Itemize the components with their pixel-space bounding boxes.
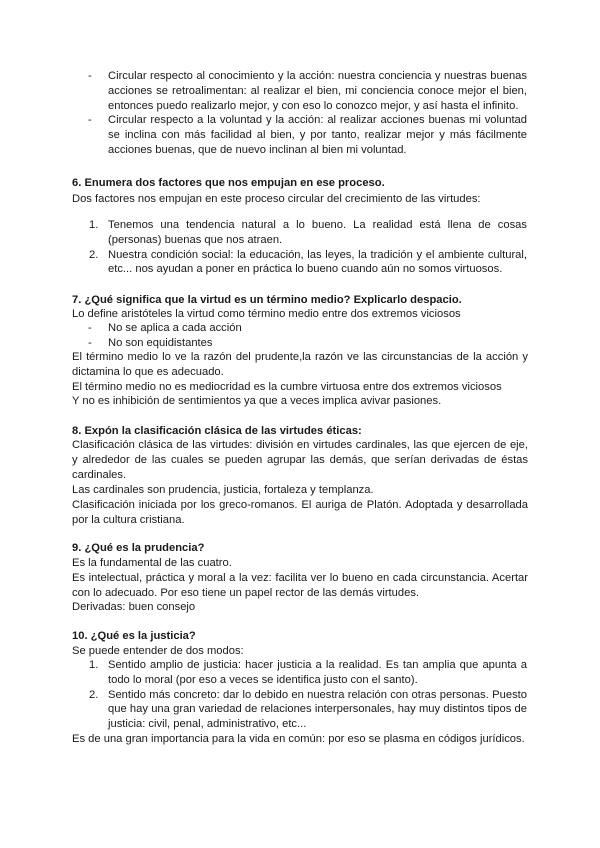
heading-q6: 6. Enumera dos factores que nos empujan en ese proceso. [72,177,385,189]
heading-q10: 10. ¿Qué es la justicia? [72,630,196,642]
heading-q9: 9. ¿Qué es la prudencia? [72,542,205,554]
list-item: - No se aplica a cada acción [88,322,242,334]
q9-paragraph-1: Es la fundamental de las cuatro. [72,557,232,569]
list-item: 1. Tenemos una tendencia natural a lo bueno. La realidad está llena de cosas (personas) buenas que nos atraen. [89,219,527,246]
q8-paragraph-1: Clasificación clásica de las virtudes: división en virtudes cardinales, las que ejercen de eje, y alrededor de las cuales se pueden agrupar las demás, que serían derivadas de éstas cardinales. [72,439,528,481]
list-item: - Circular respecto al conocimiento y la acción: nuestra conciencia y nuestras buenas acciones se retroalimentan: al realizar el bien, mi conciencia conoce mejor el bien, entonces puedo realizarlo mejor, y con eso lo conozco mejor, y así hasta el infinito. [88,70,527,112]
list-item: 1. Sentido amplio de justicia: hacer justicia a la realidad. Es tan amplia que apunta a todo lo moral (por eso a veces se identifica justo con el santo). [89,659,527,686]
q6-intro: Dos factores nos empujan en este proceso circular del crecimiento de las virtudes: [72,193,481,205]
q8-paragraph-3: Clasificación iniciada por los greco-romanos. El auriga de Platón. Adoptada y desarrollada por la cultura cristiana. [72,499,528,526]
list-item: - No son equidistantes [88,336,213,349]
intro-bullet-list [88,69,527,158]
q7-paragraph-2: El término medio no es mediocridad es la cumbre virtuosa entre dos extremos viciosos [72,381,502,393]
list-item: 2. Sentido más concreto: dar lo debido en nuestra relación con otras personas. Puesto que hay una gran variedad de relaciones interpersonales, hay muy distintos tipos de justicia: civil, penal, administrativo, etc... [89,688,527,731]
heading-q8: 8. Expón la clasificación clásica de las virtudes éticas: [72,425,362,437]
q10-closing: Es de una gran importancia para la vida en común: por eso se plasma en códigos jurídicos. [72,733,525,745]
q9-paragraph-3: Derivadas: buen consejo [72,601,196,613]
dash-bullet: - [88,336,92,349]
q7-paragraph-3: Y no es inhibición de sentimientos ya que a veces implica avivar pasiones. [72,395,442,407]
q10-numbered-list [89,658,527,732]
dash-bullet: - [88,70,92,82]
q7-bullet-list [88,321,527,351]
dash-bullet: - [88,322,92,334]
dash-bullet: - [88,114,92,127]
q9-paragraph-2: Es intelectual, práctica y moral a la vez: facilita ver lo bueno en cada circunstancia. Acertar con lo adecuado. Por eso tiene un papel rector de las demás virtudes. [72,572,528,599]
list-item: - Circular respecto a la voluntad y la acción: al realizar acciones buenas mi voluntad se inclina con más facilidad al bien, y por tanto, realizar mejor y más fácilmente acciones buenas, que de nuevo inclinan al bien mi voluntad. [88,114,527,156]
q7-intro: Lo define aristóteles la virtud como término medio entre dos extremos viciosos [72,308,461,320]
q7-paragraph-1: El término medio lo ve la razón del prudente,la razón ve las circunstancias de la acción y dictamina lo que es adecuado. [72,351,528,378]
q10-intro: Se puede entender de dos modos: [72,645,244,657]
heading-q7: 7. ¿Qué significa que la virtud es un término medio? Explicarlo despacio. [72,294,462,306]
q8-paragraph-2: Las cardinales son prudencia, justicia, fortaleza y templanza. [72,484,374,496]
q6-numbered-list [89,218,527,277]
list-item: 2. Nuestra condición social: la educación, las leyes, la tradición y el ambiente cultural, etc... nos ayudan a poner en práctica lo bueno cuando aún no somos virtuosos. [89,248,527,276]
